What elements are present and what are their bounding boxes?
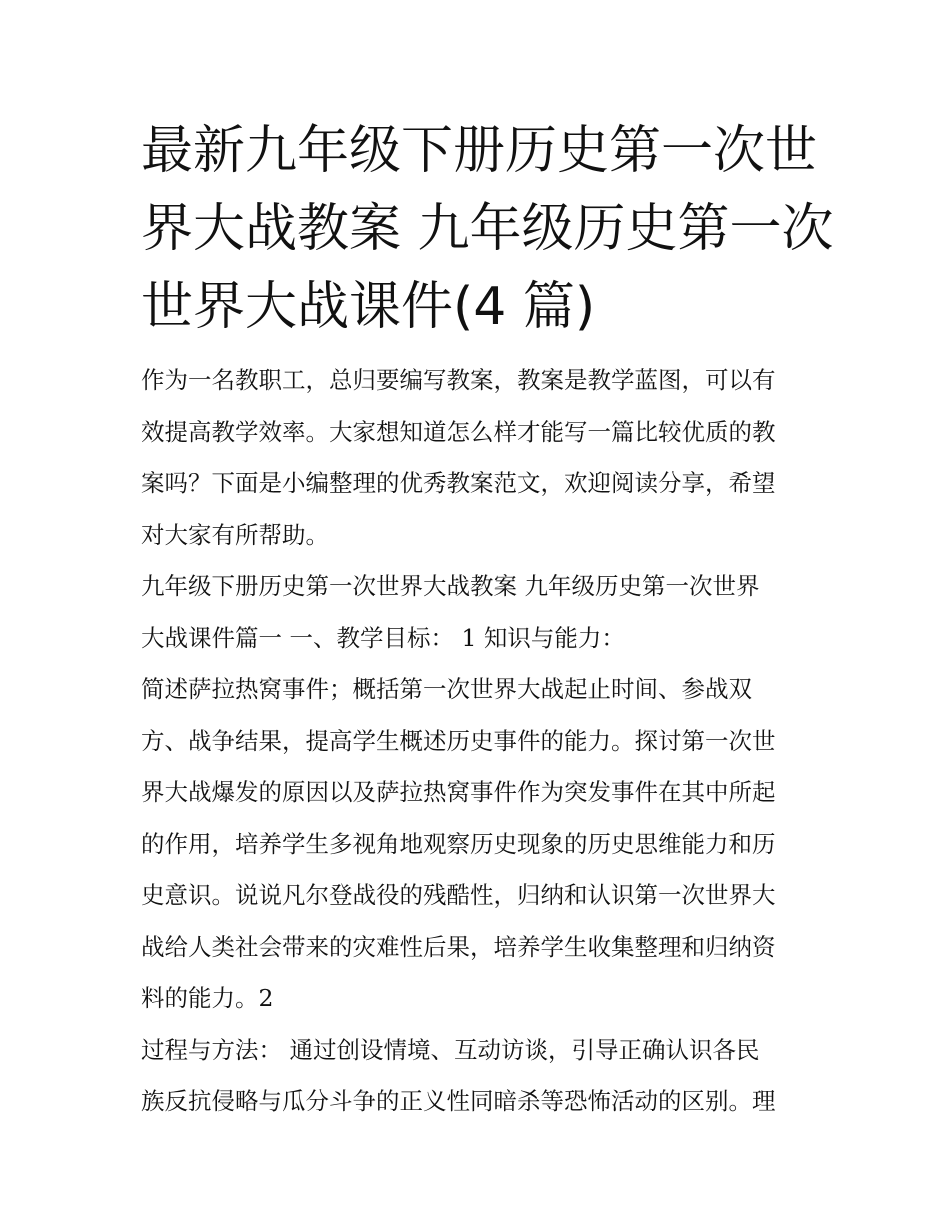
paragraph-intro (141, 355, 821, 561)
text-line: 的作用，培养学生多视角地观察历史现象的历史思维能力和历 (141, 829, 776, 858)
text-line: 作为一名教职工，总归要编写教案，教案是教学蓝图，可以有 (141, 366, 776, 394)
text-line: 效提高教学效率。大家想知道怎么样才能写一篇比较优质的教 (141, 417, 776, 446)
text-line: 九年级下册历史第一次世界大战教案 九年级历史第一次世界 (141, 572, 760, 600)
paragraph-process-method (141, 1025, 821, 1128)
text-line: 案吗？下面是小编整理的优秀教案范文，欢迎阅读分享，希望 (141, 469, 776, 497)
text-line: 史意识。说说凡尔登战役的残酷性，归纳和认识第一次世界大 (141, 881, 776, 909)
text-line: 族反抗侵略与瓜分斗争的正义性同暗杀等恐怖活动的区别。理 (141, 1087, 776, 1115)
text-line: 战给人类社会带来的灾难性后果，培养学生收集整理和归纳资 (141, 932, 776, 961)
title-line-1: 最新九年级下册历史第一次世 (141, 121, 818, 181)
text-line: 过程与方法： 通过创设情境、互动访谈，引导正确认识各民 (141, 1035, 760, 1064)
title-line-2: 界大战教案 九年级历史第一次 (141, 199, 834, 259)
text-line: 料的能力。2 (141, 984, 274, 1012)
text-line: 对大家有所帮助。 (141, 520, 329, 549)
paragraph-section-heading (141, 561, 821, 664)
document-body (141, 355, 821, 1128)
title-line-3: 世界大战课件(4 篇) (141, 277, 596, 337)
paragraph-knowledge-ability (141, 664, 821, 1025)
text-line: 简述萨拉热窝事件；概括第一次世界大战起止时间、参战双 (141, 675, 752, 703)
document-title (141, 112, 834, 346)
text-line: 方、战争结果，提高学生概述历史事件的能力。探讨第一次世 (141, 726, 776, 755)
text-line: 界大战爆发的原因以及萨拉热窝事件作为突发事件在其中所起 (141, 778, 776, 806)
text-line: 大战课件篇一 一、教学目标： 1 知识与能力： (141, 623, 625, 652)
